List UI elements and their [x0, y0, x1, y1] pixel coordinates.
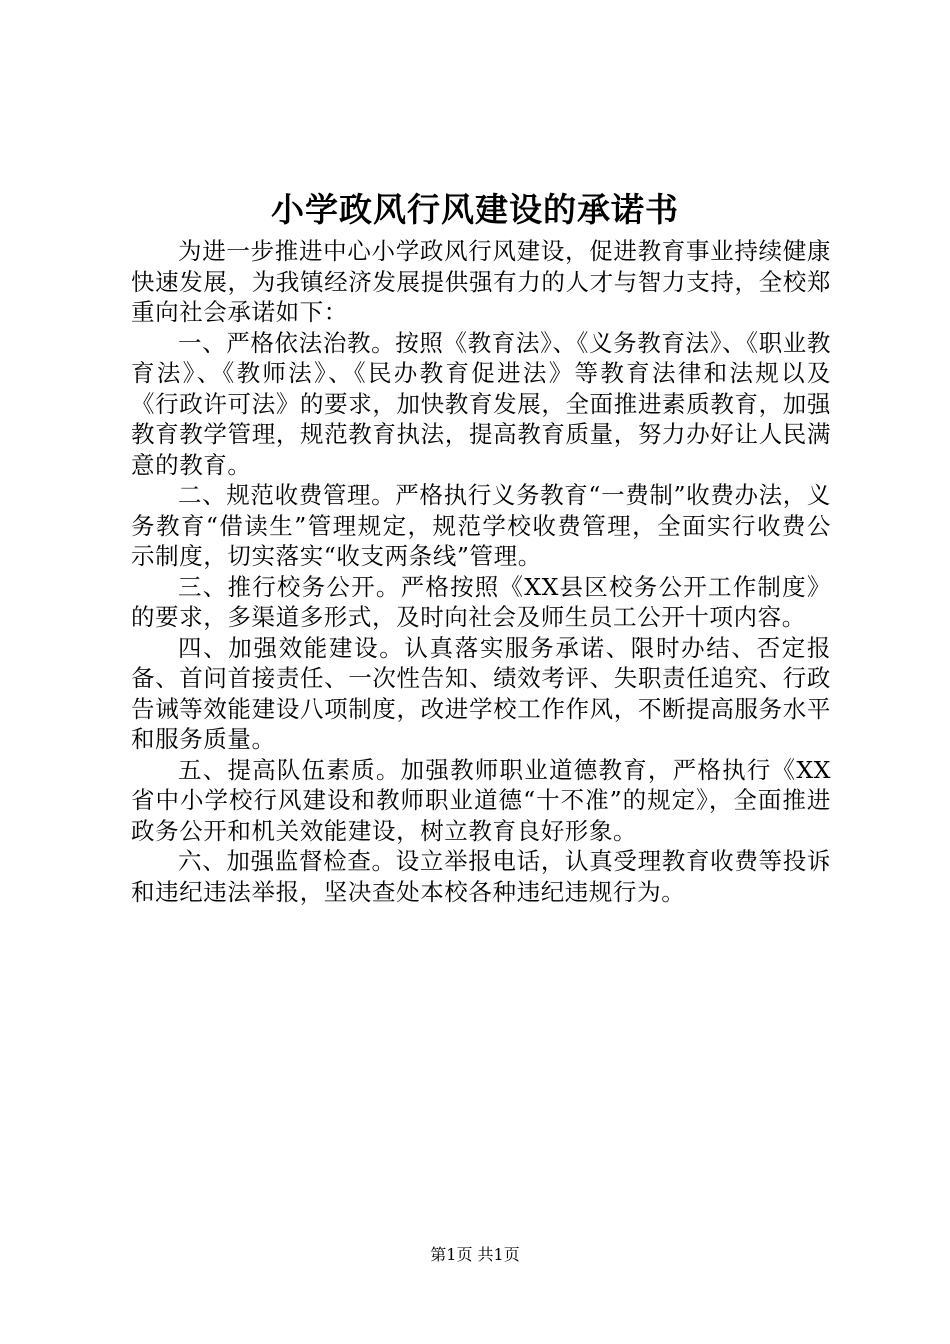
- paragraph-item-5: 五、提高队伍素质。加强教师职业道德教育，严格执行《XX省中小学校行风建设和教师职业道德“十不准”的规定》，全面推进政务公开和机关效能建设，树立教育良好形象。: [131, 755, 831, 845]
- paragraph-item-2: 二、规范收费管理。严格执行义务教育“一费制”收费办法，义务教育“借读生”管理规定，规范学校收费管理，全面实行收费公示制度，切实落实“收支两条线”管理。: [131, 481, 831, 570]
- paragraph-item-1: 一、严格依法治教。按照《教育法》、《义务教育法》、《职业教育法》、《教师法》、《民办教育促进法》等教育法律和法规以及《行政许可法》的要求，加快教育发展，全面推进素质教育，加强教育教学管理，规范教育执法，提高教育质量，努力办好让人民满意的教育。: [131, 328, 831, 479]
- document-title: 小学政风行风建设的承诺书: [271, 190, 679, 229]
- page-footer: 第1页 共1页: [430, 1245, 520, 1264]
- document-body: [131, 236, 831, 907]
- paragraph-intro: 为进一步推进中心小学政风行风建设，促进教育事业持续健康快速发展，为我镇经济发展提供强有力的人才与智力支持，全校郑重向社会承诺如下：: [131, 237, 831, 326]
- paragraph-item-3: 三、推行校务公开。严格按照《XX县区校务公开工作制度》的要求，多渠道多形式，及时向社会及师生员工公开十项内容。: [131, 572, 831, 631]
- paragraph-item-4: 四、加强效能建设。认真落实服务承诺、限时办结、否定报备、首问首接责任、一次性告知、绩效考评、失职责任追究、行政告诫等效能建设八项制度，改进学校工作作风，不断提高服务水平和服务质量。: [131, 633, 831, 753]
- paragraph-item-6: 六、加强监督检查。设立举报电话，认真受理教育收费等投诉和违纪违法举报，坚决查处本校各种违纪违规行为。: [131, 847, 831, 906]
